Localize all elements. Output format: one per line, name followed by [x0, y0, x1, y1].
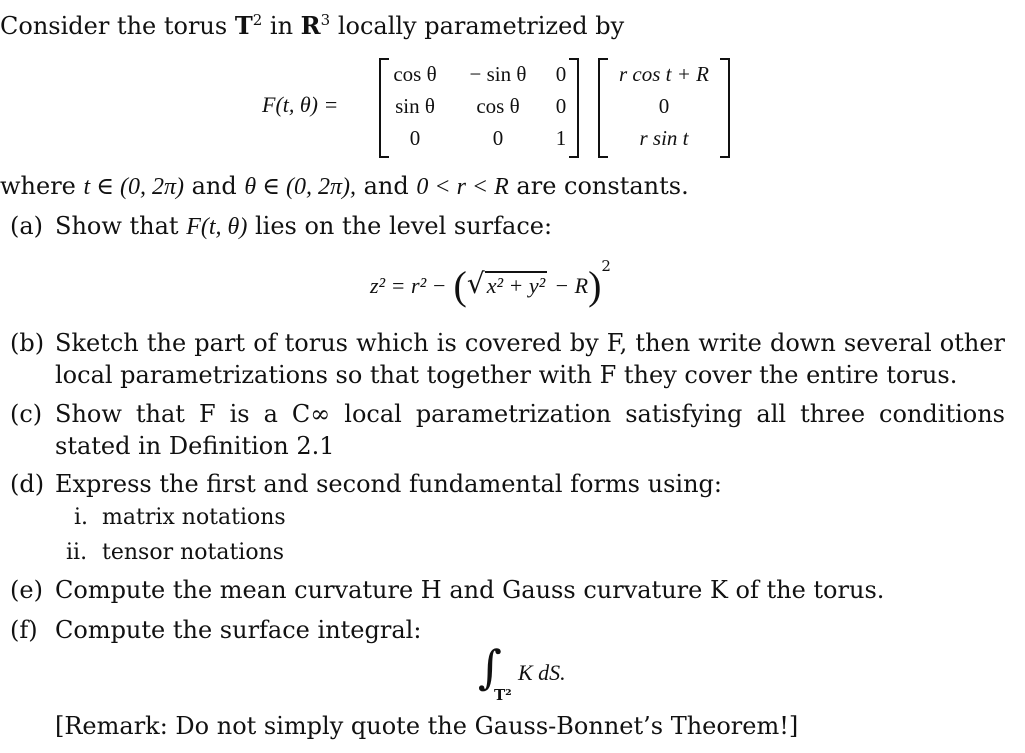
subitem-label: i.: [74, 505, 89, 530]
remark: [Remark: Do not simply quote the Gauss-Bonnet’s Theorem!]: [55, 712, 799, 740]
matrix-cell: 1: [555, 126, 567, 150]
matrix-cell: 0: [492, 126, 504, 150]
vector-cell: r sin t: [639, 126, 689, 150]
equation-left: z² = r² −: [370, 273, 447, 298]
position-vector: [598, 58, 730, 158]
matrix-cell: 0: [555, 62, 567, 86]
rotation-matrix: [379, 58, 579, 158]
subitem-text: tensor notations: [102, 540, 285, 565]
conditions-tail: are constants.: [516, 172, 689, 200]
part-e-text: Compute the mean curvature H and Gauss curvature K of the torus.: [55, 576, 885, 604]
matrix-cell: 0: [555, 94, 567, 118]
part-d-text: Express the first and second fundamental forms using:: [55, 470, 722, 498]
subitem-text: matrix notations: [102, 505, 286, 530]
matrix-cell: sin θ: [395, 94, 435, 118]
intro-text: Consider the torus: [0, 12, 228, 40]
part-label: (f): [10, 616, 38, 644]
equation-lhs: F(t, θ) =: [262, 92, 339, 117]
equation-exponent: 2: [601, 256, 611, 275]
integrand: K dS.: [518, 660, 566, 685]
reals-exponent: 3: [320, 11, 331, 29]
part-b-text: Sketch the part of torus which is covered by F, then write down several other local parametrizations so that together with F they cover the entire torus.: [55, 329, 1005, 389]
part-a-text: [55, 210, 552, 243]
part-a-pre: Show that: [55, 212, 179, 240]
t-range: t ∈ (0, 2π): [83, 174, 184, 200]
theta-range: θ ∈ (0, 2π),: [244, 174, 356, 200]
in-word: in: [269, 12, 294, 40]
vector-cell: r cos t + R: [619, 62, 709, 86]
torus-exponent: 2: [252, 11, 263, 29]
matrix-cell: cos θ: [393, 62, 437, 86]
subitem-label: ii.: [66, 540, 88, 565]
part-label: (c): [10, 400, 43, 428]
conditions-line: [0, 171, 689, 202]
part-f-text: Compute the surface integral:: [55, 616, 422, 644]
surface-integral: [478, 640, 618, 708]
sqrt-radicand: x² + y²: [486, 273, 546, 298]
and-word: and: [363, 172, 409, 200]
integral-sign: ∫: [478, 640, 502, 694]
part-label: (a): [10, 212, 44, 240]
matrix-cell: 0: [409, 126, 421, 150]
where-word: where: [0, 172, 76, 200]
part-c-text: Show that F is a C∞ local parametrization satisfying all three conditions stated in Definition 2.1: [55, 400, 1005, 460]
part-a-func: F(t, θ): [186, 214, 248, 240]
part-label: (e): [10, 576, 43, 604]
open-paren: (: [453, 263, 467, 308]
matrix-cell: − sin θ: [469, 62, 527, 86]
equation-tail: − R: [554, 273, 589, 298]
part-a-post: lies on the level surface:: [254, 212, 553, 240]
r-condition: 0 < r < R: [416, 174, 509, 200]
intro-line: [0, 11, 624, 41]
sqrt-sign: √: [466, 267, 485, 300]
close-paren: ): [588, 263, 602, 308]
integral-domain: T²: [494, 686, 512, 704]
reals-symbol: R: [300, 11, 321, 40]
torus-symbol: T: [234, 11, 253, 40]
matrix-cell: cos θ: [476, 94, 520, 118]
intro-tail: locally parametrized by: [337, 12, 625, 40]
vector-cell: 0: [658, 94, 670, 118]
level-surface-equation: [370, 256, 611, 309]
and-word: and: [191, 172, 237, 200]
part-label: (d): [10, 470, 45, 498]
part-label: (b): [10, 329, 45, 357]
